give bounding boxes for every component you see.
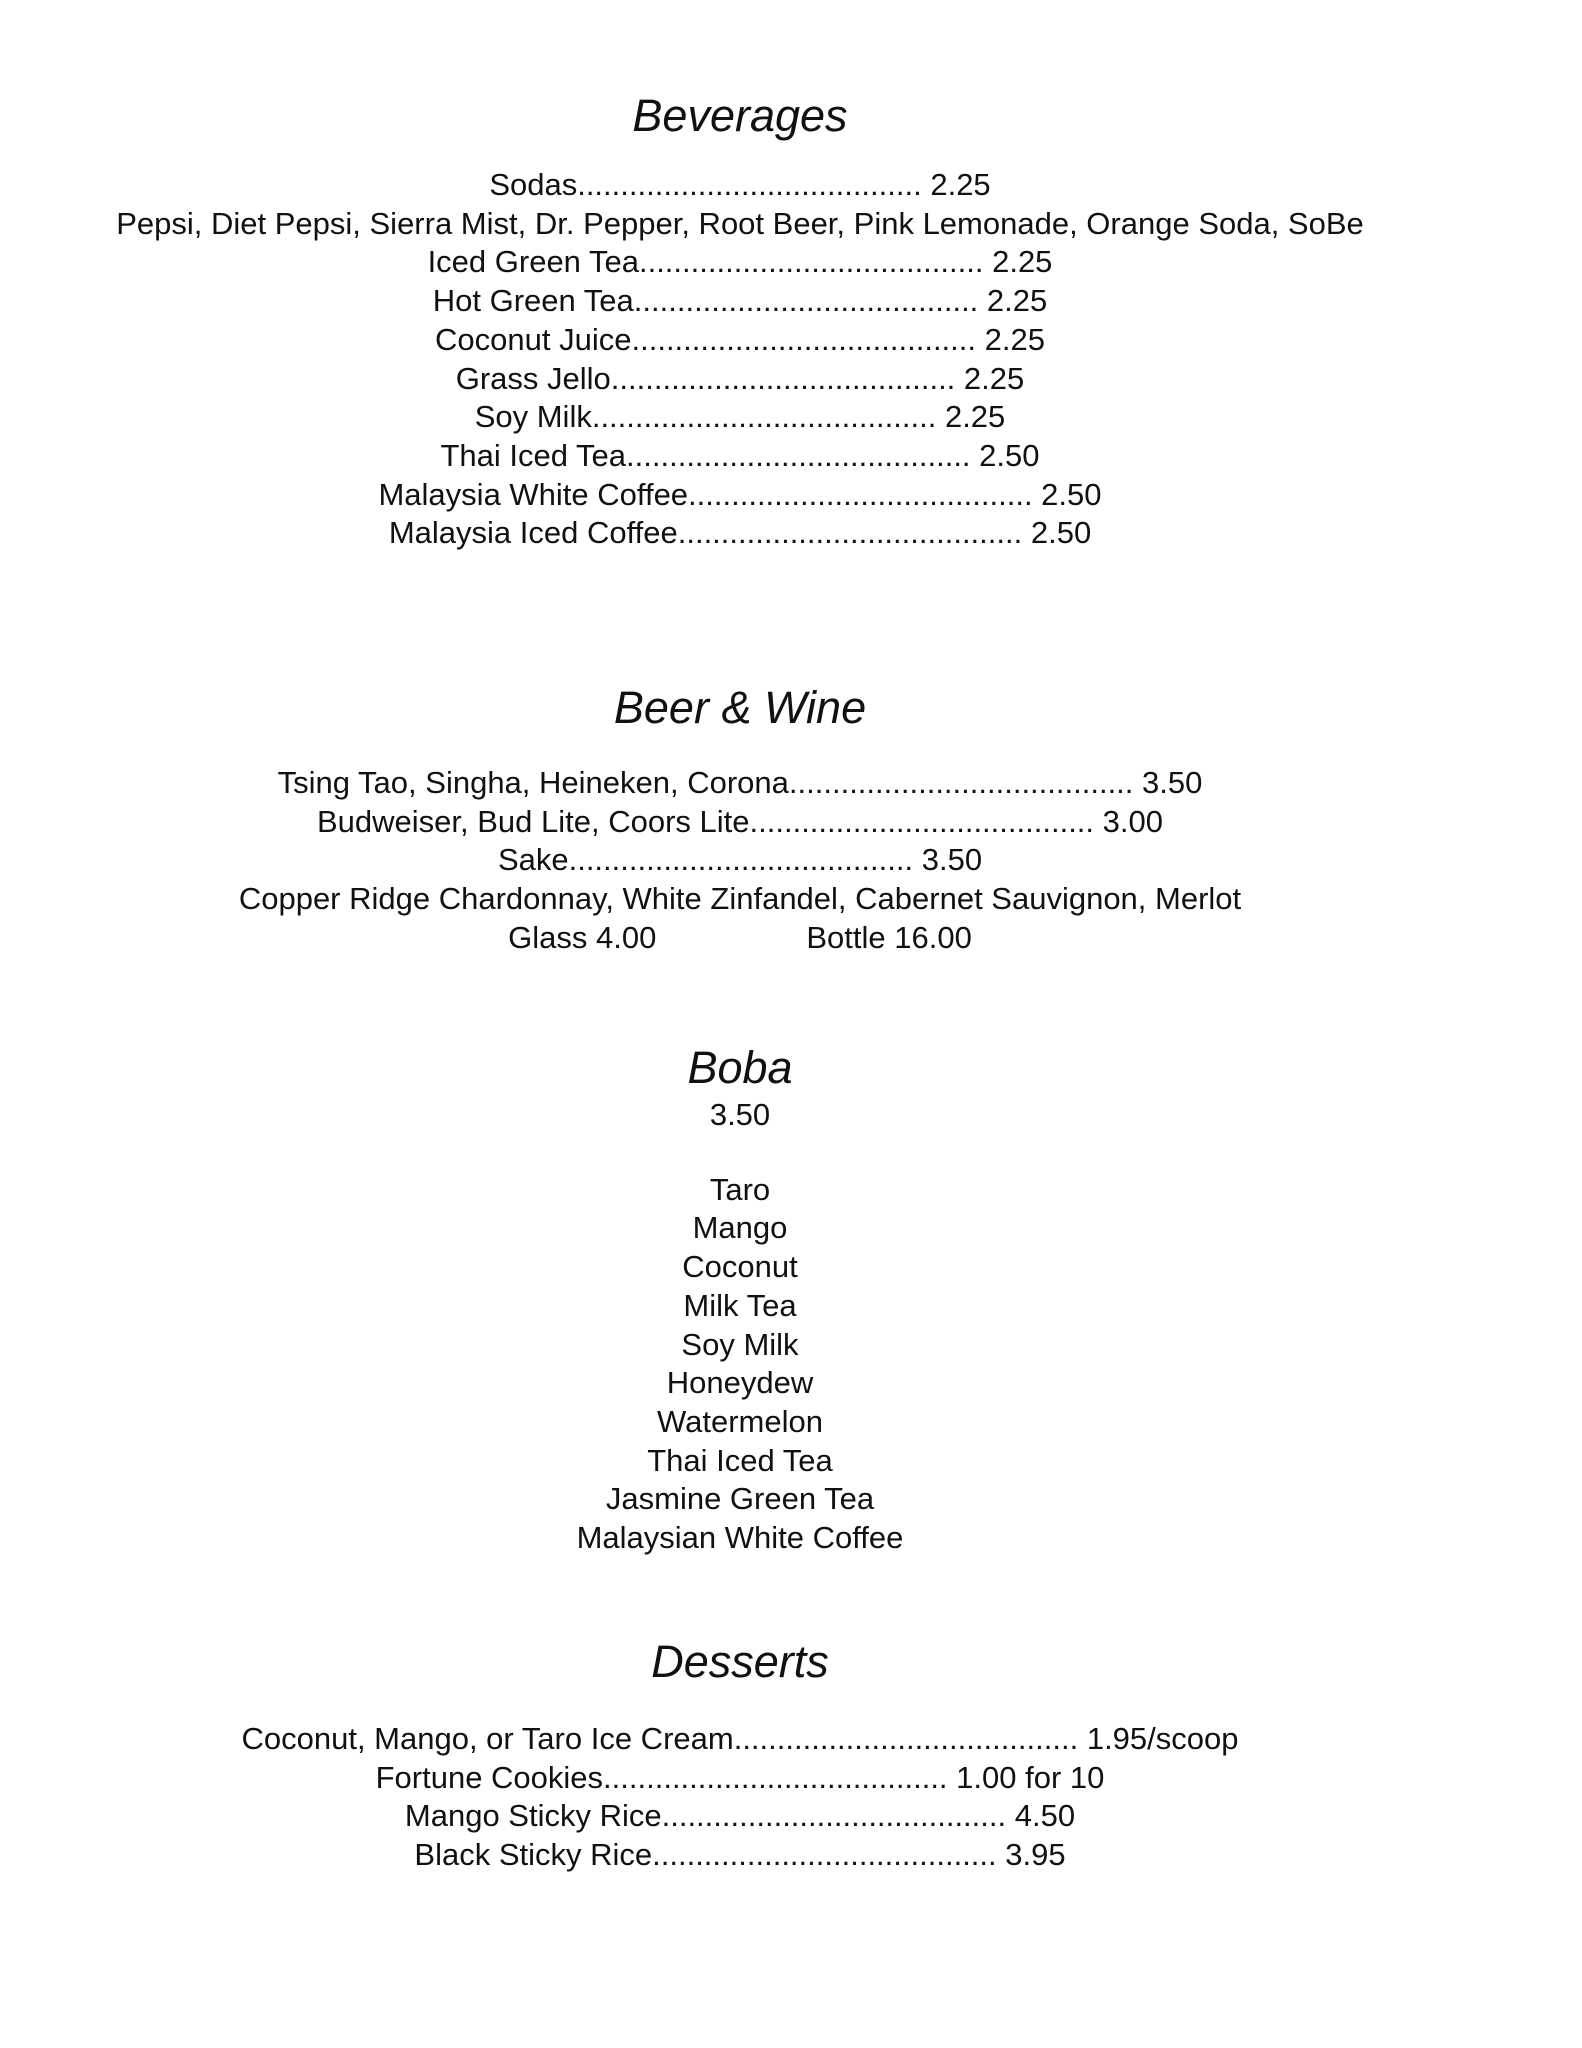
boba-section xyxy=(0,1040,1480,1558)
menu-item: Copper Ridge Chardonnay, White Zinfandel, Cabernet Sauvignon, Merlot xyxy=(238,881,1242,917)
list-item: Honeydew xyxy=(666,1365,814,1401)
menu-item-soda-list: Pepsi, Diet Pepsi, Sierra Mist, Dr. Pepper, Root Beer, Pink Lemonade, Orange Soda, SoBe xyxy=(116,205,1364,241)
beer-wine-heading: Beer & Wine xyxy=(613,682,867,733)
list-item: Watermelon xyxy=(657,1403,823,1439)
list-item: Taro xyxy=(709,1171,771,1207)
list-item: Jasmine Green Tea xyxy=(605,1481,875,1517)
menu-item: Black Sticky Rice........................................ 3.95 xyxy=(414,1837,1066,1873)
desserts-heading: Desserts xyxy=(651,1636,829,1687)
beverages-section xyxy=(0,88,1480,553)
menu-item: Malaysia White Coffee........................................ 2.50 xyxy=(378,476,1102,512)
boba-heading: Boba xyxy=(687,1042,793,1093)
list-item: Milk Tea xyxy=(683,1287,797,1323)
list-item: Soy Milk xyxy=(681,1326,799,1362)
beer-wine-section xyxy=(0,680,1480,958)
list-item: Mango xyxy=(692,1210,788,1246)
menu-item: Grass Jello........................................ 2.25 xyxy=(455,360,1025,396)
menu-item: Sodas........................................ 2.25 xyxy=(489,167,991,202)
bottle-price: Bottle 16.00 xyxy=(806,919,972,955)
menu-item: Sake........................................ 3.50 xyxy=(497,842,983,878)
menu-item: Budweiser, Bud Lite, Coors Lite........................................ 3.00 xyxy=(317,803,1163,839)
wine-price-line xyxy=(0,919,1480,958)
boba-price: 3.50 xyxy=(709,1097,771,1132)
menu-item: Malaysia Iced Coffee........................................ 2.50 xyxy=(388,515,1092,551)
desserts-section xyxy=(0,1634,1480,1875)
menu-item: Soy Milk........................................ 2.25 xyxy=(474,399,1006,435)
list-item: Thai Iced Tea xyxy=(647,1442,833,1478)
menu-item: Coconut, Mango, or Taro Ice Cream........................................ 1.95/scoop xyxy=(241,1721,1239,1756)
menu-item: Hot Green Tea........................................ 2.25 xyxy=(432,283,1048,319)
menu-item: Mango Sticky Rice........................................ 4.50 xyxy=(404,1798,1076,1834)
menu-item: Tsing Tao, Singha, Heineken, Corona........................................ 3.50 xyxy=(277,765,1203,800)
list-item: Coconut xyxy=(682,1249,798,1285)
menu-item: Iced Green Tea........................................ 2.25 xyxy=(427,244,1053,280)
menu-item: Thai Iced Tea........................................ 2.50 xyxy=(440,437,1040,473)
menu-item: Fortune Cookies........................................ 1.00 for 10 xyxy=(375,1759,1105,1795)
list-item: Malaysian White Coffee xyxy=(576,1520,904,1556)
glass-price: Glass 4.00 xyxy=(508,919,657,955)
beverages-heading: Beverages xyxy=(632,90,848,141)
menu-item: Coconut Juice........................................ 2.25 xyxy=(435,321,1045,357)
